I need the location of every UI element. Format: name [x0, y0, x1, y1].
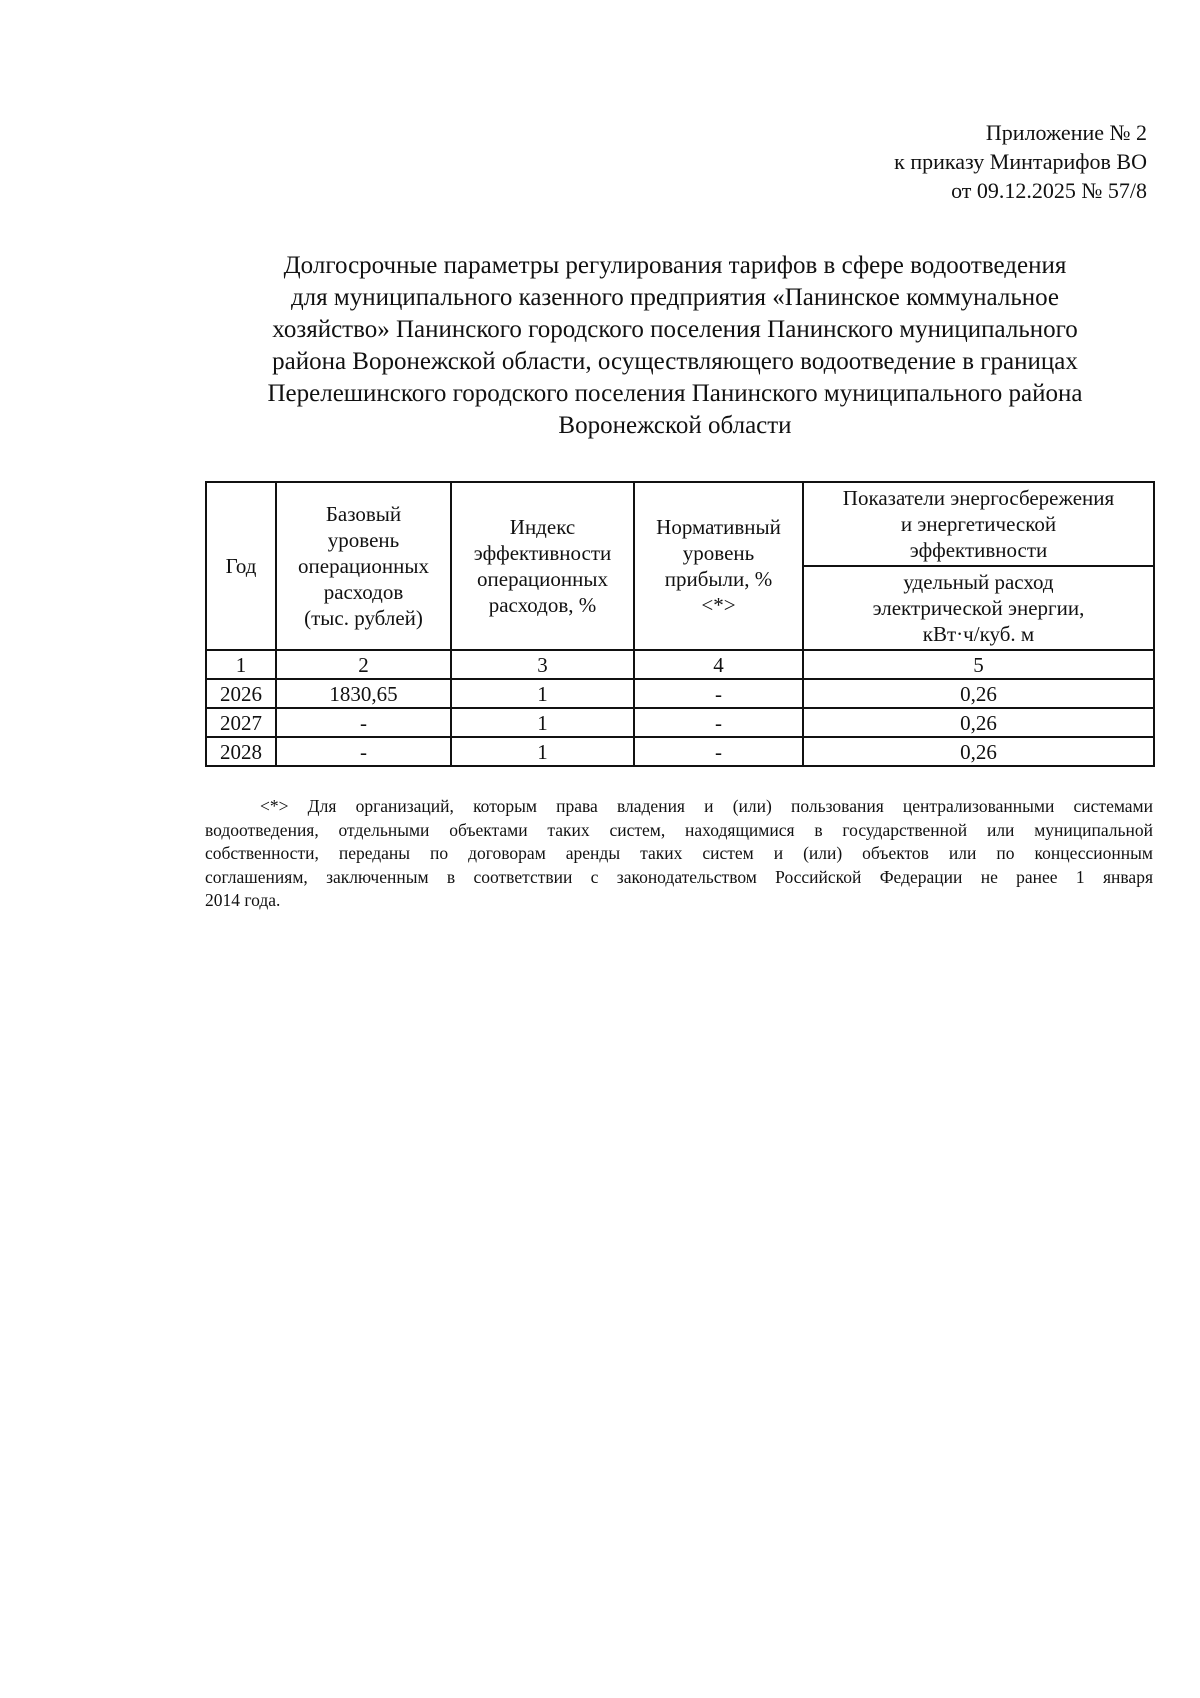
title-line: Долгосрочные параметры регулирования тарифов в сфере водоотведения	[283, 252, 1067, 279]
appendix-reference	[894, 118, 1147, 205]
appendix-order-ref: к приказу Минтарифов ВО	[894, 149, 1147, 174]
appendix-number: Приложение № 2	[985, 120, 1147, 145]
footnote-line: 2014 года.	[205, 890, 281, 910]
header-energy-group: Показатели энергосбережения и энергетической эффективности	[803, 482, 1154, 566]
column-number: 4	[634, 650, 803, 679]
table-row	[206, 708, 1154, 737]
column-number-row	[206, 650, 1154, 679]
cell-year: 2027	[206, 708, 276, 737]
cell-year: 2028	[206, 737, 276, 766]
cell-efficiency-index: 1	[451, 737, 634, 766]
cell-base-level: 1830,65	[276, 679, 451, 708]
cell-energy-consumption: 0,26	[803, 679, 1154, 708]
cell-profit-level: -	[634, 737, 803, 766]
column-number: 1	[206, 650, 276, 679]
cell-energy-consumption: 0,26	[803, 708, 1154, 737]
cell-profit-level: -	[634, 708, 803, 737]
header-profit-level: Нормативный уровень прибыли, % <*>	[634, 482, 803, 650]
cell-base-level: -	[276, 737, 451, 766]
appendix-order-date: от 09.12.2025 № 57/8	[951, 178, 1147, 203]
title-line: района Воронежской области, осуществляющего водоотведение в границах	[272, 348, 1078, 375]
header-efficiency-index: Индекс эффективности операционных расходов, %	[451, 482, 634, 650]
parameters-table	[205, 481, 1155, 767]
title-line: Перелешинского городского поселения Панинского муниципального района	[267, 380, 1083, 407]
header-year: Год	[206, 482, 276, 650]
column-number: 5	[803, 650, 1154, 679]
cell-efficiency-index: 1	[451, 708, 634, 737]
header-energy-consumption: удельный расход электрической энергии, кВт·ч/куб. м	[803, 566, 1154, 650]
cell-profit-level: -	[634, 679, 803, 708]
title-line: Воронежской области	[558, 412, 792, 439]
footnote	[205, 795, 1153, 913]
header-base-level: Базовый уровень операционных расходов (тыс. рублей)	[276, 482, 451, 650]
title-line: хозяйство» Панинского городского поселения Панинского муниципального	[272, 316, 1078, 343]
cell-energy-consumption: 0,26	[803, 737, 1154, 766]
footnote-line: соглашениям, заключенным в соответствии с законодательством Российской Федерации не ранее 1 января	[205, 866, 1153, 887]
column-number: 2	[276, 650, 451, 679]
table-row	[206, 679, 1154, 708]
table-row	[206, 737, 1154, 766]
document-title	[190, 250, 1160, 442]
footnote-line: водоотведения, отдельными объектами таких систем, находящимися в государственной или муниципальной	[205, 819, 1153, 840]
cell-efficiency-index: 1	[451, 679, 634, 708]
cell-year: 2026	[206, 679, 276, 708]
cell-base-level: -	[276, 708, 451, 737]
footnote-line: <*> Для организаций, которым права владения и (или) пользования централизованными системами	[260, 796, 1153, 816]
title-line: для муниципального казенного предприятия «Панинское коммунальное	[290, 284, 1060, 311]
footnote-line: собственности, переданы по договорам аренды таких систем и (или) объектов или по концессионным	[205, 843, 1153, 863]
column-number: 3	[451, 650, 634, 679]
